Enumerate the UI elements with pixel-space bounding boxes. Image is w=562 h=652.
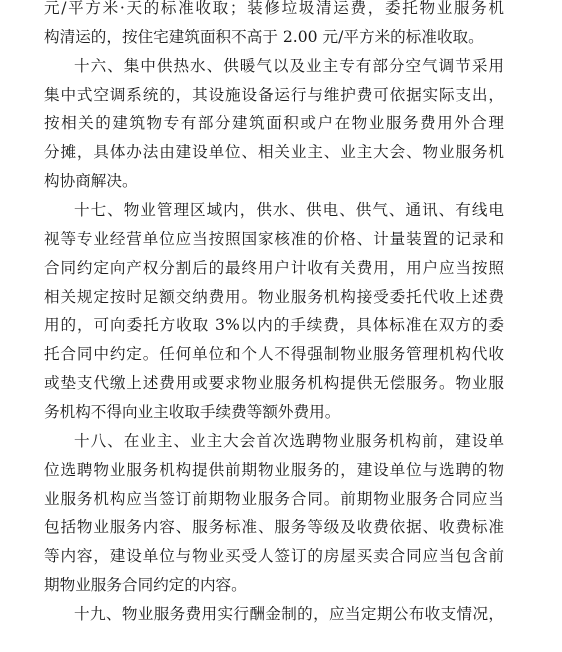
text-line: 构清运的，按住宅建筑面积不高于 2.00 元/平方米的标准收取。	[44, 27, 484, 46]
text-line: 构协商解决。	[44, 172, 138, 191]
text-line: 集中式空调系统的，其设施设备运行与维护费可依据实际支出，	[44, 85, 504, 104]
text-line: 按相关的建筑物专有部分建筑面积或户在物业服务费用外合理	[44, 114, 504, 133]
text-line: 合同约定向产权分割后的最终用户计收有关费用，用户应当按照	[44, 258, 504, 277]
text-line: 位选聘物业服务机构提供前期物业服务的，建设单位与选聘的物	[44, 460, 504, 479]
text-line: 托合同中约定。任何单位和个人不得强制物业服务管理机构代收	[44, 345, 504, 364]
text-line: 包括物业服务内容、服务标准、服务等级及收费依据、收费标准	[44, 518, 504, 537]
text-line: 十八、在业主、业主大会首次选聘物业服务机构前，建设单	[74, 431, 504, 450]
text-line: 或垫支代缴上述费用或要求物业服务机构提供无偿服务。物业服	[44, 374, 504, 393]
text-line: 等内容，建设单位与物业买受人签订的房屋买卖合同应当包含前	[44, 547, 504, 566]
text-line: 相关规定按时足额交纳费用。物业服务机构接受委托代收上述费	[44, 287, 504, 306]
text-line: 十七、物业管理区域内，供水、供电、供气、通讯、有线电	[74, 201, 504, 219]
text-line: 分摊，具体办法由建设单位、相关业主、业主大会、物业服务机	[44, 143, 504, 162]
text-line: 期物业服务合同约定的内容。	[44, 576, 247, 595]
text-line: 视等专业经营单位应当按照国家核准的价格、计量装置的记录和	[44, 229, 504, 248]
text-line: 十六、集中供热水、供暖气以及业主专有部分空气调节采用	[74, 56, 504, 75]
text-line: 十九、物业服务费用实行酬金制的，应当定期公布收支情况，	[74, 605, 504, 623]
text-line: 用的，可向委托方收取 3%以内的手续费，具体标准在双方的委	[44, 316, 504, 335]
text-line: 元/平方米·天的标准收取；装修垃圾清运费，委托物业服务机	[44, 0, 504, 17]
text-line: 务机构不得向业主收取手续费等额外费用。	[44, 403, 341, 421]
text-line: 业服务机构应当签订前期物业服务合同。前期物业服务合同应当	[44, 489, 504, 508]
